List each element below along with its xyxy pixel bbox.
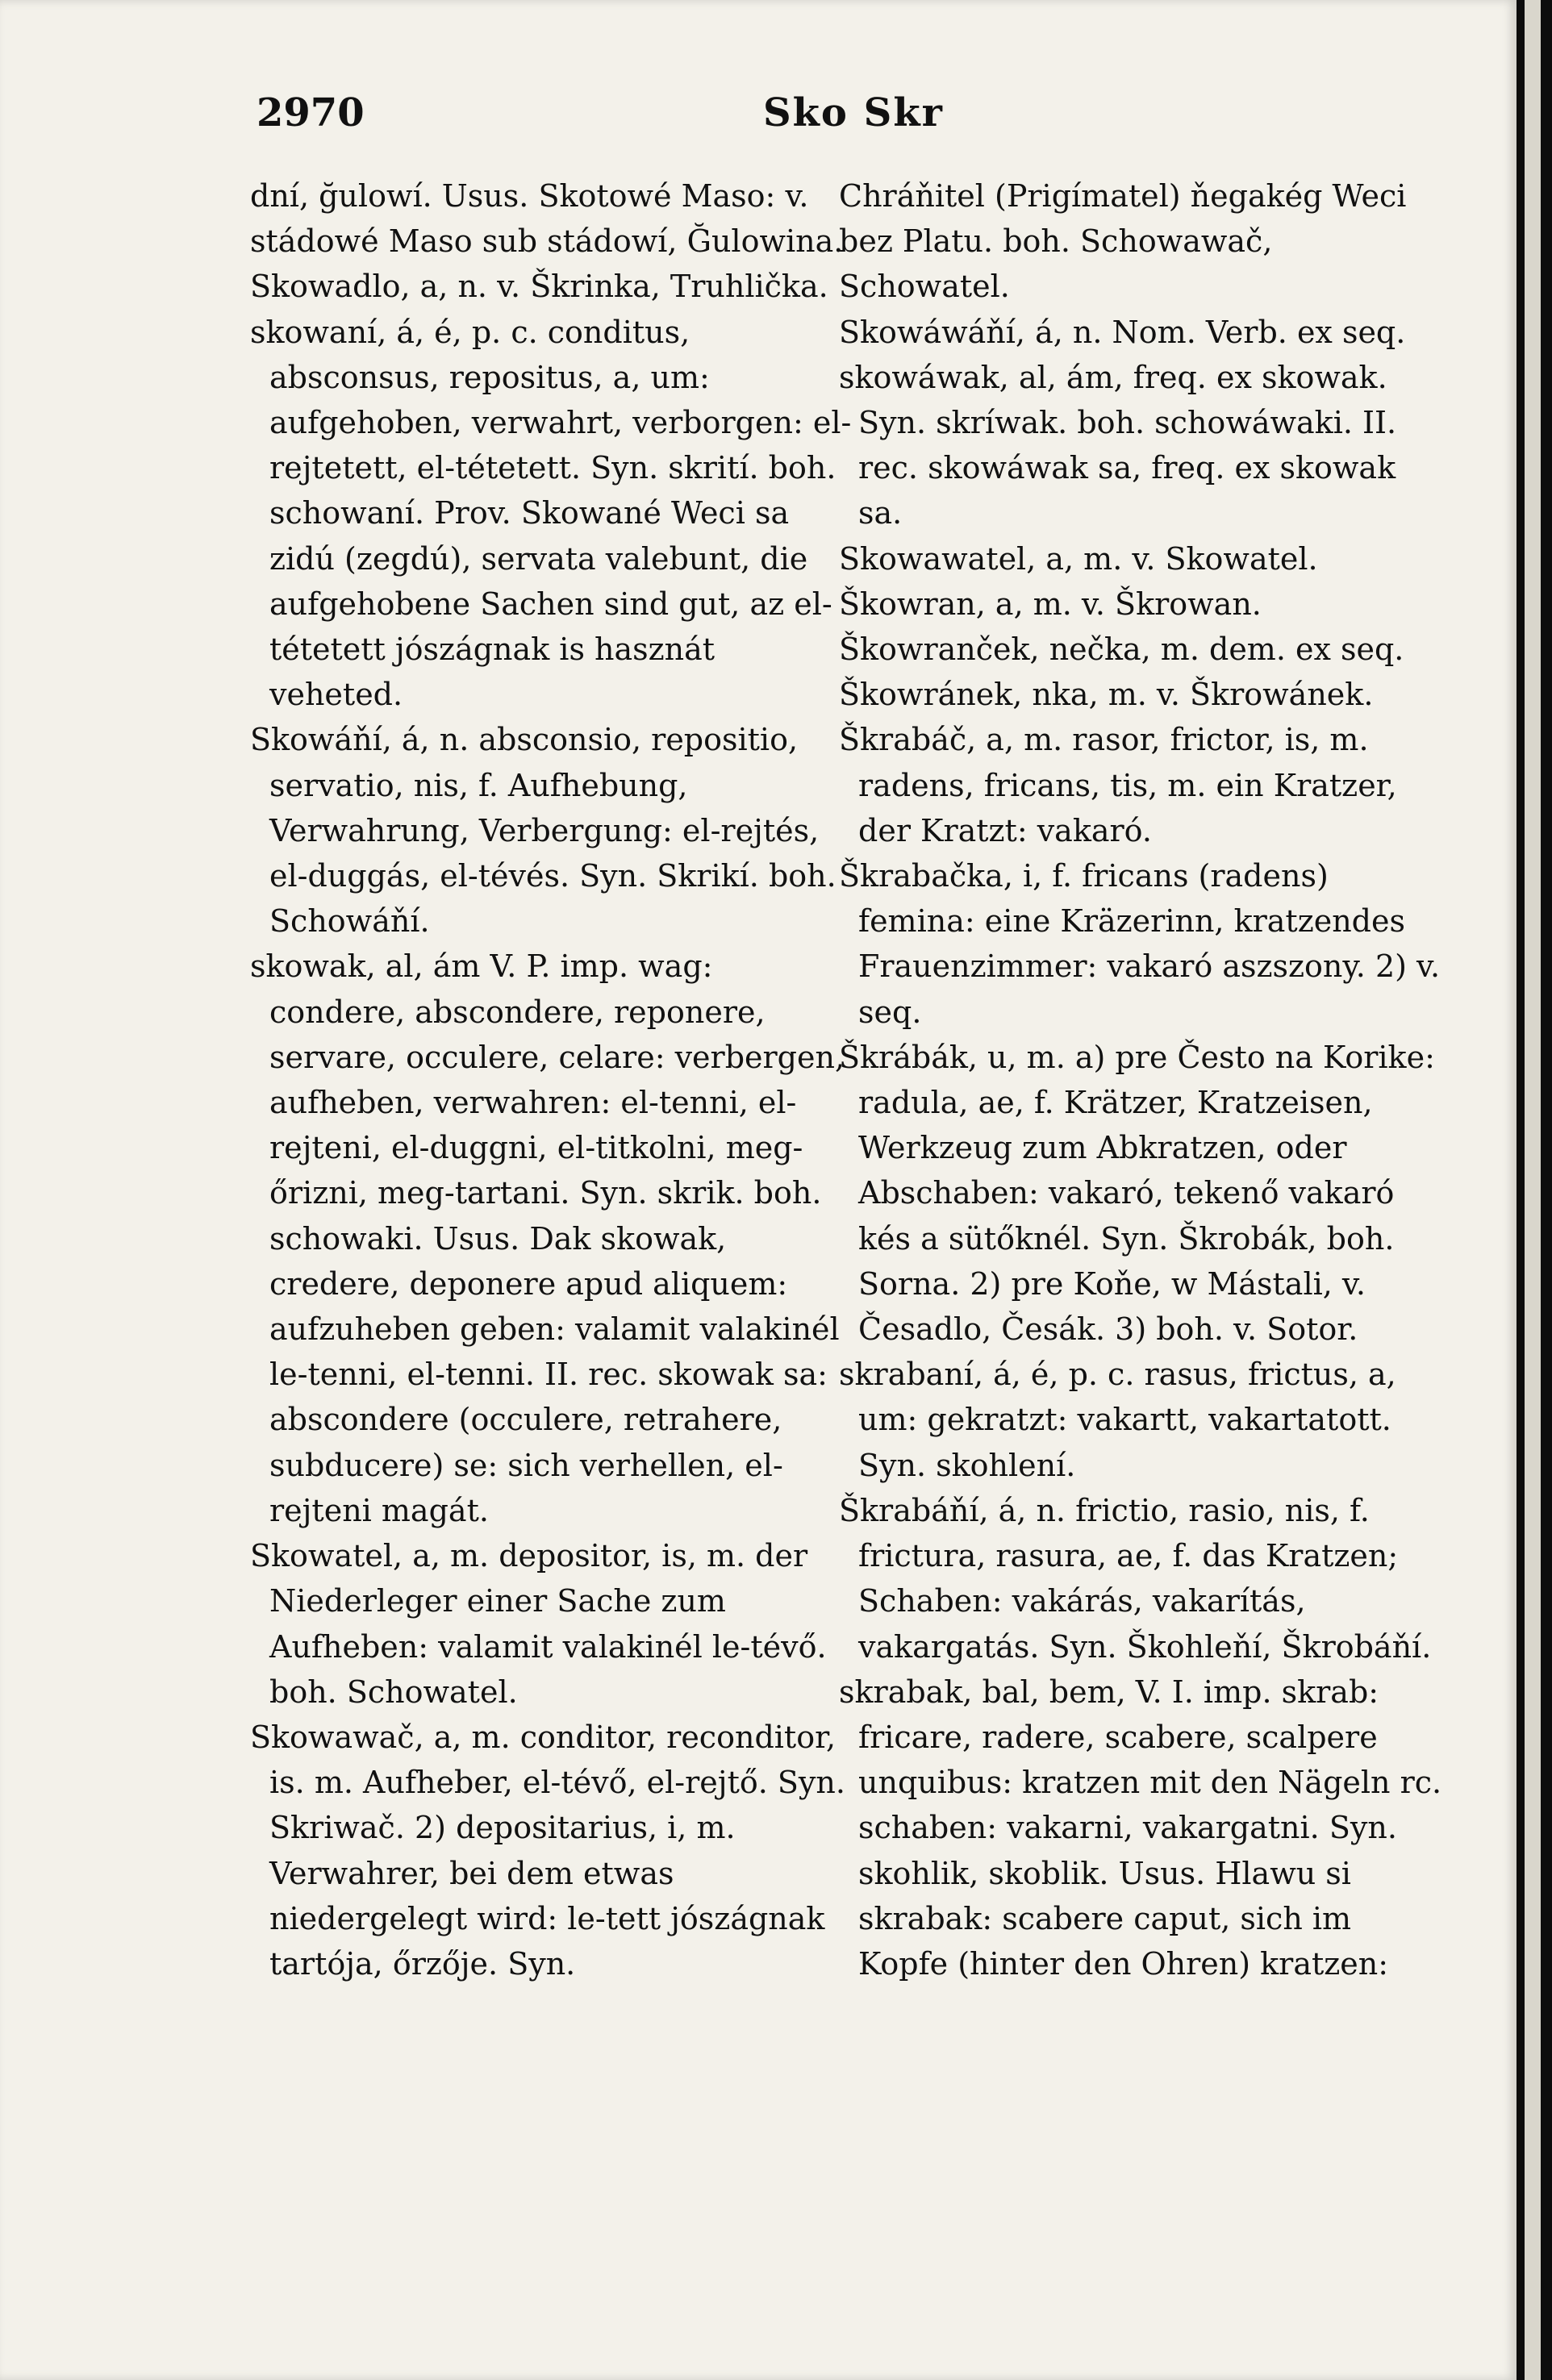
dictionary-entry: Skowáňí, á, n. absconsio, repositio, servatio, nis, f. Aufhebung, Verwahrung, Verbergung: el-rejtés, el-duggás, el-tévés. Syn. Skrikí. boh. Schowáňí. xyxy=(250,722,836,940)
dictionary-entry: dní, ğulowí. Usus. Skotowé Maso: v. stádowé Maso sub stádowí, Ğulowina. xyxy=(250,178,844,260)
dictionary-entry: Skowatel, a, m. depositor, is, m. der Niederleger einer Sache zum Aufheben: valamit valakinél le-tévő. boh. Schowatel. xyxy=(250,1538,827,1710)
left-column xyxy=(250,173,855,1986)
dictionary-entry: Skowáwáňí, á, n. Nom. Verb. ex seq. xyxy=(839,314,1406,350)
dictionary-entry: skowak, al, ám V. P. imp. wag: condere, abscondere, reponere, servare, occulere, celare: verbergen, aufheben, verwahren: el-tenni, el-rejteni, el-duggni, el-titkolni, meg-őrizni, meg-tartani. Syn. skrik. boh. schowaki. Usus. Dak skowak, credere, deponere apud aliquem: aufzuheben geben: valamit valakinél le-tenni, el-tenni. II. rec. skowak sa: abscondere (occulere, retrahere, subducere) se: sich verhellen, el-rejteni magát. xyxy=(250,948,845,1528)
dictionary-entry: Skowadlo, a, n. v. Škrinka, Truhlička. xyxy=(250,269,828,305)
dictionary-entry: Škrabáňí, á, n. frictio, rasio, nis, f. frictura, rasura, ae, f. das Kratzen; Schaben: vakárás, vakarítás, vakargatás. Syn. Škohleňí, Škrobáňí. xyxy=(839,1492,1432,1665)
dictionary-entry: Škowranček, nečka, m. dem. ex seq. xyxy=(839,631,1404,668)
dictionary-entry: Škrabáč, a, m. rasor, frictor, is, m. radens, fricans, tis, m. ein Kratzer, der Kratzt: vakaró. xyxy=(839,722,1397,848)
dictionary-entry: Chráňitel (Prigímatel) ňegakég Weci bez Platu. boh. Schowawač, Schowatel. xyxy=(839,178,1407,305)
dictionary-entry: Škowránek, nka, m. v. Škrowánek. xyxy=(839,677,1374,713)
dictionary-entry: Škrábák, u, m. a) pre Često na Korike: radula, ae, f. Krätzer, Kratzeisen, Werkzeug zum Abkratzen, oder Abschaben: vakaró, tekenő vakaró kés a sütőknél. Syn. Škrobák, boh. Sorna. 2) pre Koňe, w Mástali, v. Česadlo, Česák. 3) boh. v. Sotor. xyxy=(839,1039,1435,1348)
dictionary-entry: skowáwak, al, ám, freq. ex skowak. Syn. skríwak. boh. schowáwaki. II. rec. skowáwak sa, freq. ex skowak sa. xyxy=(839,359,1397,531)
page-number: 2970 xyxy=(257,90,365,135)
page-header xyxy=(257,90,1436,147)
running-head: Sko Skr xyxy=(763,90,944,135)
dictionary-entry: skrabak, bal, bem, V. I. imp. skrab: fricare, radere, scabere, scalpere unquibus: kratzen mit den Nägeln rc. schaben: vakarni, vakargatni. Syn. skohlik, skoblik. Usus. Hlawu si skrabak: scabere caput, sich im Kopfe (hinter den Ohren) kratzen: xyxy=(839,1674,1442,1982)
dictionary-entry: Skowawač, a, m. conditor, reconditor, is. m. Aufheber, el-tévő, el-rejtő. Syn. Skriwač. 2) depositarius, i, m. Verwahrer, bei dem etwas niedergelegt wird: le-tett jószágnak tartója, őrzője. Syn. xyxy=(250,1719,845,1982)
dictionary-entry: skowaní, á, é, p. c. conditus, absconsus, repositus, a, um: aufgehoben, verwahrt, verborgen: el-rejtetett, el-tétetett. Syn. skrití. boh. schowaní. Prov. Skowané Weci sa zidú (zegdú), servata valebunt, die aufgehobene Sachen sind gut, az el-tétetett jószágnak is hasznát veheted. xyxy=(250,314,852,713)
page-edge xyxy=(1525,0,1541,2380)
dictionary-entry: Škrabačka, i, f. fricans (radens) femina: eine Kräzerinn, kratzendes Frauenzimmer: vakaró aszszony. 2) v. seq. xyxy=(839,858,1441,1030)
dictionary-entry: skrabaní, á, é, p. c. rasus, frictus, a, um: gekratzt: vakartt, vakartatott. Syn. skohlení. xyxy=(839,1357,1396,1483)
dictionary-entry: Skowawatel, a, m. v. Skowatel. xyxy=(839,540,1318,577)
dictionary-entry: Škowran, a, m. v. Škrowan. xyxy=(839,586,1262,622)
right-column xyxy=(839,173,1444,1986)
